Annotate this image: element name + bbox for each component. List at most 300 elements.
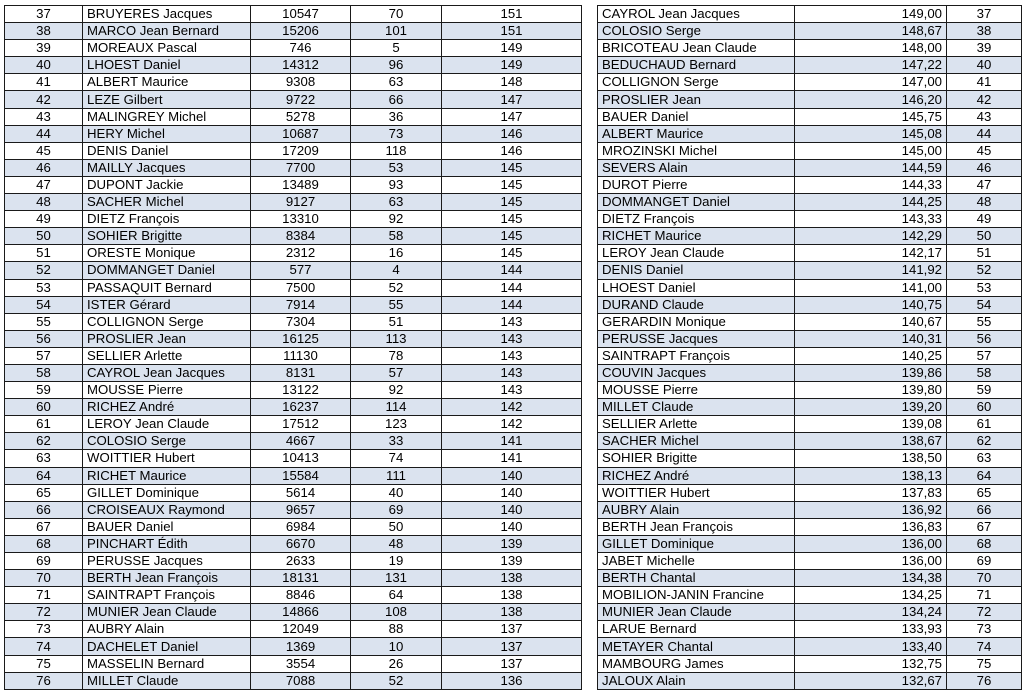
total-pins-cell: 746	[251, 40, 351, 57]
player-name-cell: COLLIGNON Serge	[598, 74, 795, 91]
player-name-cell: LARUE Bernard	[598, 621, 795, 638]
total-pins-cell: 15584	[251, 467, 351, 484]
table-row	[598, 399, 1022, 416]
total-pins-cell: 6670	[251, 535, 351, 552]
rank-cell: 68	[947, 535, 1022, 552]
games-count-cell: 55	[351, 296, 442, 313]
table-row	[5, 501, 582, 518]
player-name-cell: CROISEAUX Raymond	[83, 501, 251, 518]
table-row	[5, 467, 582, 484]
player-name-cell: PROSLIER Jean	[598, 91, 795, 108]
player-name-cell: BEDUCHAUD Bernard	[598, 57, 795, 74]
total-pins-cell: 5278	[251, 108, 351, 125]
rank-cell: 73	[947, 621, 1022, 638]
player-name-cell: LHOEST Daniel	[598, 279, 795, 296]
player-name-cell: MILLET Claude	[598, 399, 795, 416]
player-name-cell: SEVERS Alain	[598, 159, 795, 176]
games-count-cell: 113	[351, 330, 442, 347]
player-name-cell: DACHELET Daniel	[83, 638, 251, 655]
score-cell: 134,38	[795, 570, 947, 587]
rank-cell: 72	[947, 604, 1022, 621]
score-cell: 148,00	[795, 40, 947, 57]
games-count-cell: 63	[351, 194, 442, 211]
rank-cell: 56	[947, 330, 1022, 347]
score-cell: 132,67	[795, 672, 947, 689]
average-cell: 145	[442, 228, 582, 245]
left-ranking-table	[4, 5, 582, 690]
player-name-cell: SAINTRAPT François	[83, 587, 251, 604]
table-row	[5, 672, 582, 689]
rank-cell: 58	[5, 364, 83, 381]
total-pins-cell: 7914	[251, 296, 351, 313]
table-row	[5, 296, 582, 313]
average-cell: 139	[442, 553, 582, 570]
games-count-cell: 53	[351, 159, 442, 176]
total-pins-cell: 577	[251, 262, 351, 279]
rank-cell: 74	[947, 638, 1022, 655]
table-row	[598, 176, 1022, 193]
score-cell: 136,00	[795, 535, 947, 552]
rank-cell: 68	[5, 535, 83, 552]
average-cell: 138	[442, 587, 582, 604]
rank-cell: 46	[5, 159, 83, 176]
rank-cell: 73	[5, 621, 83, 638]
games-count-cell: 131	[351, 570, 442, 587]
table-row	[598, 125, 1022, 142]
games-count-cell: 66	[351, 91, 442, 108]
player-name-cell: COUVIN Jacques	[598, 364, 795, 381]
rank-cell: 53	[5, 279, 83, 296]
score-cell: 139,86	[795, 364, 947, 381]
average-cell: 140	[442, 467, 582, 484]
average-cell: 140	[442, 484, 582, 501]
table-row	[5, 245, 582, 262]
average-cell: 145	[442, 176, 582, 193]
table-row	[5, 433, 582, 450]
right-ranking-table	[597, 5, 1022, 690]
total-pins-cell: 13489	[251, 176, 351, 193]
score-cell: 136,83	[795, 518, 947, 535]
total-pins-cell: 16125	[251, 330, 351, 347]
total-pins-cell: 8384	[251, 228, 351, 245]
player-name-cell: MOUSSE Pierre	[83, 382, 251, 399]
average-cell: 145	[442, 211, 582, 228]
total-pins-cell: 10687	[251, 125, 351, 142]
player-name-cell: RICHET Maurice	[83, 467, 251, 484]
rank-cell: 48	[5, 194, 83, 211]
games-count-cell: 118	[351, 142, 442, 159]
games-count-cell: 58	[351, 228, 442, 245]
player-name-cell: METAYER Chantal	[598, 638, 795, 655]
player-name-cell: LEROY Jean Claude	[83, 416, 251, 433]
table-row	[598, 23, 1022, 40]
table-row	[5, 484, 582, 501]
player-name-cell: DIETZ François	[598, 211, 795, 228]
table-row	[598, 655, 1022, 672]
rank-cell: 50	[947, 228, 1022, 245]
score-cell: 139,20	[795, 399, 947, 416]
rank-cell: 43	[5, 108, 83, 125]
rank-cell: 66	[5, 501, 83, 518]
player-name-cell: GERARDIN Monique	[598, 313, 795, 330]
score-cell: 136,92	[795, 501, 947, 518]
player-name-cell: BRICOTEAU Jean Claude	[598, 40, 795, 57]
average-cell: 138	[442, 604, 582, 621]
score-cell: 145,75	[795, 108, 947, 125]
player-name-cell: JABET Michelle	[598, 553, 795, 570]
rank-cell: 64	[5, 467, 83, 484]
player-name-cell: LEZE Gilbert	[83, 91, 251, 108]
score-cell: 136,00	[795, 553, 947, 570]
score-cell: 140,75	[795, 296, 947, 313]
rank-cell: 63	[5, 450, 83, 467]
score-cell: 140,25	[795, 347, 947, 364]
rank-cell: 42	[5, 91, 83, 108]
player-name-cell: ALBERT Maurice	[83, 74, 251, 91]
player-name-cell: PASSAQUIT Bernard	[83, 279, 251, 296]
score-cell: 133,40	[795, 638, 947, 655]
player-name-cell: HERY Michel	[83, 125, 251, 142]
table-row	[5, 553, 582, 570]
player-name-cell: WOITTIER Hubert	[598, 484, 795, 501]
table-row	[5, 125, 582, 142]
player-name-cell: MAILLY Jacques	[83, 159, 251, 176]
player-name-cell: DIETZ François	[83, 211, 251, 228]
total-pins-cell: 6984	[251, 518, 351, 535]
player-name-cell: WOITTIER Hubert	[83, 450, 251, 467]
total-pins-cell: 16237	[251, 399, 351, 416]
player-name-cell: PINCHART Édith	[83, 535, 251, 552]
table-row	[5, 108, 582, 125]
games-count-cell: 63	[351, 74, 442, 91]
total-pins-cell: 7304	[251, 313, 351, 330]
rank-cell: 72	[5, 604, 83, 621]
table-row	[598, 279, 1022, 296]
table-row	[598, 108, 1022, 125]
player-name-cell: BRUYERES Jacques	[83, 6, 251, 23]
player-name-cell: RICHET Maurice	[598, 228, 795, 245]
table-row	[5, 159, 582, 176]
average-cell: 149	[442, 57, 582, 74]
rank-cell: 65	[5, 484, 83, 501]
player-name-cell: MUNIER Jean Claude	[83, 604, 251, 621]
rank-cell: 61	[947, 416, 1022, 433]
table-row	[5, 6, 582, 23]
score-cell: 138,50	[795, 450, 947, 467]
games-count-cell: 16	[351, 245, 442, 262]
table-row	[598, 467, 1022, 484]
total-pins-cell: 5614	[251, 484, 351, 501]
score-cell: 137,83	[795, 484, 947, 501]
average-cell: 143	[442, 382, 582, 399]
rank-cell: 66	[947, 501, 1022, 518]
rank-cell: 69	[947, 553, 1022, 570]
left-table-body	[5, 6, 582, 690]
average-cell: 138	[442, 570, 582, 587]
rank-cell: 40	[5, 57, 83, 74]
rank-cell: 55	[947, 313, 1022, 330]
rank-cell: 70	[947, 570, 1022, 587]
table-row	[5, 638, 582, 655]
player-name-cell: SELLIER Arlette	[598, 416, 795, 433]
table-row	[598, 74, 1022, 91]
table-row	[5, 399, 582, 416]
table-row	[598, 142, 1022, 159]
average-cell: 147	[442, 108, 582, 125]
player-name-cell: MALINGREY Michel	[83, 108, 251, 125]
table-row	[5, 211, 582, 228]
rank-cell: 42	[947, 91, 1022, 108]
average-cell: 147	[442, 91, 582, 108]
rank-cell: 62	[5, 433, 83, 450]
player-name-cell: COLOSIO Serge	[83, 433, 251, 450]
player-name-cell: MAMBOURG James	[598, 655, 795, 672]
table-row	[5, 228, 582, 245]
table-row	[598, 416, 1022, 433]
player-name-cell: MARCO Jean Bernard	[83, 23, 251, 40]
average-cell: 151	[442, 6, 582, 23]
total-pins-cell: 2312	[251, 245, 351, 262]
rank-cell: 59	[947, 382, 1022, 399]
total-pins-cell: 9722	[251, 91, 351, 108]
games-count-cell: 88	[351, 621, 442, 638]
score-cell: 144,33	[795, 176, 947, 193]
average-cell: 145	[442, 194, 582, 211]
games-count-cell: 51	[351, 313, 442, 330]
average-cell: 137	[442, 621, 582, 638]
rank-cell: 65	[947, 484, 1022, 501]
table-row	[598, 621, 1022, 638]
rank-cell: 56	[5, 330, 83, 347]
games-count-cell: 73	[351, 125, 442, 142]
score-cell: 142,29	[795, 228, 947, 245]
score-cell: 147,00	[795, 74, 947, 91]
average-cell: 142	[442, 416, 582, 433]
score-cell: 138,67	[795, 433, 947, 450]
table-row	[5, 176, 582, 193]
average-cell: 148	[442, 74, 582, 91]
player-name-cell: DUROT Pierre	[598, 176, 795, 193]
games-count-cell: 111	[351, 467, 442, 484]
rank-cell: 62	[947, 433, 1022, 450]
games-count-cell: 26	[351, 655, 442, 672]
games-count-cell: 78	[351, 347, 442, 364]
rank-cell: 60	[947, 399, 1022, 416]
rank-cell: 43	[947, 108, 1022, 125]
average-cell: 145	[442, 245, 582, 262]
games-count-cell: 69	[351, 501, 442, 518]
games-count-cell: 108	[351, 604, 442, 621]
total-pins-cell: 14312	[251, 57, 351, 74]
rank-cell: 60	[5, 399, 83, 416]
total-pins-cell: 11130	[251, 347, 351, 364]
games-count-cell: 52	[351, 279, 442, 296]
score-cell: 139,08	[795, 416, 947, 433]
total-pins-cell: 17512	[251, 416, 351, 433]
rank-cell: 69	[5, 553, 83, 570]
player-name-cell: BERTH Chantal	[598, 570, 795, 587]
player-name-cell: COLLIGNON Serge	[83, 313, 251, 330]
total-pins-cell: 7088	[251, 672, 351, 689]
player-name-cell: BERTH Jean François	[598, 518, 795, 535]
table-row	[5, 57, 582, 74]
rank-cell: 39	[5, 40, 83, 57]
table-row	[5, 142, 582, 159]
rank-cell: 49	[947, 211, 1022, 228]
average-cell: 137	[442, 638, 582, 655]
rank-cell: 76	[947, 672, 1022, 689]
total-pins-cell: 1369	[251, 638, 351, 655]
player-name-cell: MUNIER Jean Claude	[598, 604, 795, 621]
player-name-cell: RICHEZ André	[83, 399, 251, 416]
score-cell: 132,75	[795, 655, 947, 672]
table-row	[5, 450, 582, 467]
player-name-cell: COLOSIO Serge	[598, 23, 795, 40]
rank-cell: 70	[5, 570, 83, 587]
rank-cell: 63	[947, 450, 1022, 467]
table-row	[5, 279, 582, 296]
total-pins-cell: 17209	[251, 142, 351, 159]
total-pins-cell: 13310	[251, 211, 351, 228]
player-name-cell: DENIS Daniel	[598, 262, 795, 279]
average-cell: 143	[442, 364, 582, 381]
table-row	[5, 194, 582, 211]
table-row	[598, 501, 1022, 518]
games-count-cell: 101	[351, 23, 442, 40]
rank-cell: 38	[5, 23, 83, 40]
rank-cell: 45	[5, 142, 83, 159]
table-row	[598, 40, 1022, 57]
rank-cell: 45	[947, 142, 1022, 159]
total-pins-cell: 8846	[251, 587, 351, 604]
table-row	[598, 587, 1022, 604]
table-row	[5, 347, 582, 364]
player-name-cell: SAINTRAPT François	[598, 347, 795, 364]
score-cell: 149,00	[795, 6, 947, 23]
player-name-cell: PERUSSE Jacques	[83, 553, 251, 570]
rank-cell: 41	[5, 74, 83, 91]
player-name-cell: BAUER Daniel	[83, 518, 251, 535]
player-name-cell: ORESTE Monique	[83, 245, 251, 262]
score-cell: 148,67	[795, 23, 947, 40]
table-row	[598, 159, 1022, 176]
total-pins-cell: 8131	[251, 364, 351, 381]
table-row	[598, 228, 1022, 245]
games-count-cell: 64	[351, 587, 442, 604]
player-name-cell: CAYROL Jean Jacques	[83, 364, 251, 381]
score-cell: 144,59	[795, 159, 947, 176]
games-count-cell: 40	[351, 484, 442, 501]
rank-cell: 67	[947, 518, 1022, 535]
rank-cell: 51	[5, 245, 83, 262]
score-cell: 145,08	[795, 125, 947, 142]
rank-cell: 67	[5, 518, 83, 535]
games-count-cell: 36	[351, 108, 442, 125]
rank-cell: 55	[5, 313, 83, 330]
rank-cell: 61	[5, 416, 83, 433]
rank-cell: 38	[947, 23, 1022, 40]
table-row	[5, 535, 582, 552]
total-pins-cell: 18131	[251, 570, 351, 587]
rank-cell: 57	[947, 347, 1022, 364]
table-row	[5, 655, 582, 672]
rank-cell: 40	[947, 57, 1022, 74]
rank-cell: 39	[947, 40, 1022, 57]
games-count-cell: 92	[351, 211, 442, 228]
right-table-body	[598, 6, 1022, 690]
average-cell: 144	[442, 279, 582, 296]
rank-cell: 53	[947, 279, 1022, 296]
table-row	[598, 296, 1022, 313]
total-pins-cell: 14866	[251, 604, 351, 621]
rank-cell: 48	[947, 194, 1022, 211]
games-count-cell: 50	[351, 518, 442, 535]
games-count-cell: 52	[351, 672, 442, 689]
player-name-cell: GILLET Dominique	[83, 484, 251, 501]
table-row	[5, 518, 582, 535]
rank-cell: 59	[5, 382, 83, 399]
player-name-cell: MOREAUX Pascal	[83, 40, 251, 57]
table-row	[598, 672, 1022, 689]
total-pins-cell: 7500	[251, 279, 351, 296]
table-row	[598, 245, 1022, 262]
total-pins-cell: 10547	[251, 6, 351, 23]
player-name-cell: CAYROL Jean Jacques	[598, 6, 795, 23]
average-cell: 136	[442, 672, 582, 689]
rank-cell: 37	[947, 6, 1022, 23]
score-cell: 141,92	[795, 262, 947, 279]
table-row	[598, 570, 1022, 587]
table-row	[5, 416, 582, 433]
rank-cell: 50	[5, 228, 83, 245]
rank-cell: 71	[5, 587, 83, 604]
average-cell: 144	[442, 296, 582, 313]
table-row	[598, 382, 1022, 399]
player-name-cell: PERUSSE Jacques	[598, 330, 795, 347]
games-count-cell: 70	[351, 6, 442, 23]
score-cell: 133,93	[795, 621, 947, 638]
score-cell: 147,22	[795, 57, 947, 74]
rank-cell: 47	[947, 176, 1022, 193]
player-name-cell: MOUSSE Pierre	[598, 382, 795, 399]
table-row	[598, 638, 1022, 655]
player-name-cell: LHOEST Daniel	[83, 57, 251, 74]
table-row	[598, 553, 1022, 570]
total-pins-cell: 13122	[251, 382, 351, 399]
average-cell: 141	[442, 433, 582, 450]
player-name-cell: DOMMANGET Daniel	[83, 262, 251, 279]
rank-cell: 44	[5, 125, 83, 142]
player-name-cell: SACHER Michel	[83, 194, 251, 211]
average-cell: 137	[442, 655, 582, 672]
player-name-cell: JALOUX Alain	[598, 672, 795, 689]
rank-cell: 49	[5, 211, 83, 228]
rank-cell: 54	[947, 296, 1022, 313]
player-name-cell: MASSELIN Bernard	[83, 655, 251, 672]
total-pins-cell: 9308	[251, 74, 351, 91]
average-cell: 139	[442, 535, 582, 552]
player-name-cell: DUPONT Jackie	[83, 176, 251, 193]
table-row	[598, 57, 1022, 74]
table-row	[598, 91, 1022, 108]
player-name-cell: AUBRY Alain	[598, 501, 795, 518]
table-row	[598, 535, 1022, 552]
rank-cell: 58	[947, 364, 1022, 381]
rank-cell: 57	[5, 347, 83, 364]
table-row	[5, 587, 582, 604]
games-count-cell: 19	[351, 553, 442, 570]
rank-cell: 74	[5, 638, 83, 655]
